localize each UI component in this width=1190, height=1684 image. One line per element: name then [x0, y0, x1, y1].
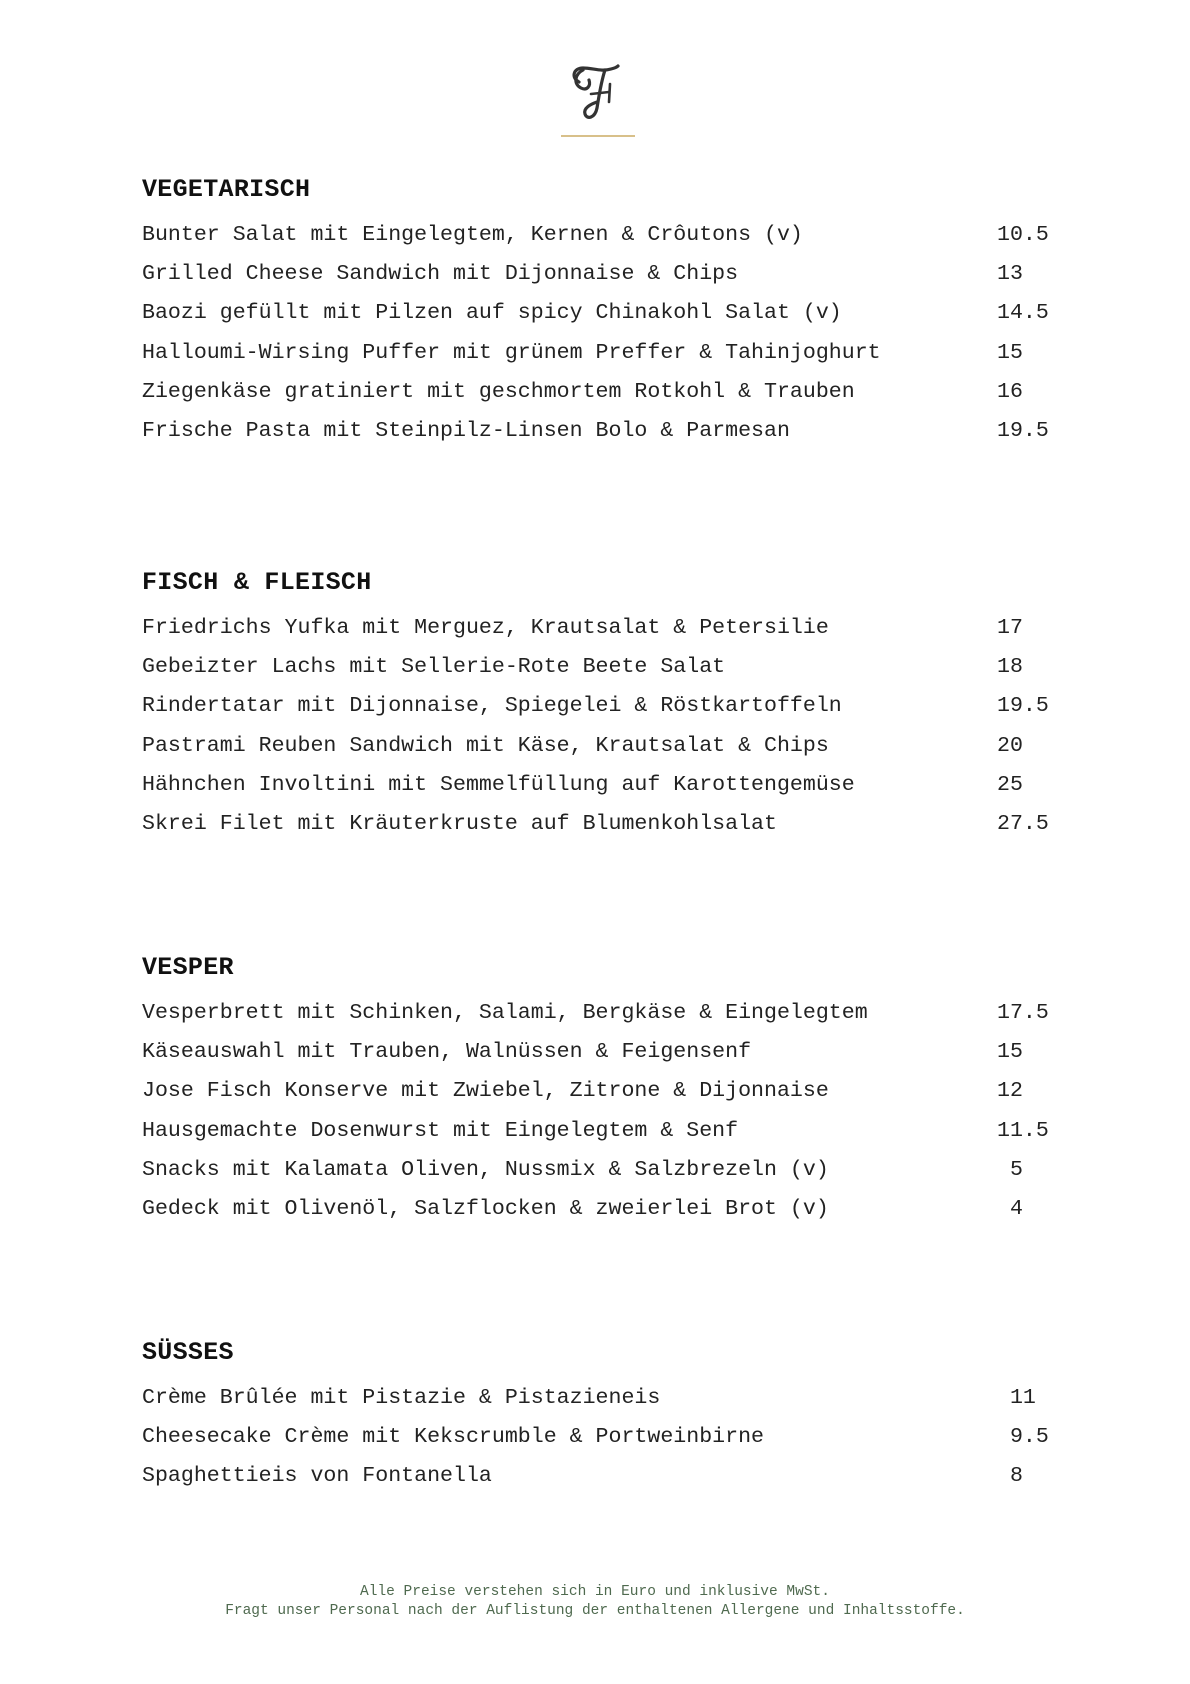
item-price: 17: [997, 616, 1023, 640]
menu-item: [142, 216, 1062, 255]
item-price: 5: [997, 1157, 1023, 1182]
menu-item: [142, 805, 1062, 844]
item-price: 8: [997, 1464, 1023, 1489]
item-price: 11.5: [997, 1118, 1049, 1143]
menu-item: [142, 373, 1062, 412]
item-name: Gedeck mit Olivenöl, Salzflocken & zweierlei Brot (v): [142, 1196, 829, 1221]
footer-line-allergens: Fragt unser Personal nach der Auflistung der enthaltenen Allergene und Inhaltsstoffe.: [225, 1603, 965, 1619]
script-f-monogram-icon: [565, 60, 625, 126]
item-price: 9.5: [997, 1425, 1049, 1450]
menu-section-vesper: [142, 951, 1062, 1229]
item-price: 15: [997, 1040, 1023, 1065]
section-title: SÜSSES: [142, 1338, 234, 1367]
item-price: 16: [997, 379, 1023, 404]
item-price: 12: [997, 1079, 1023, 1104]
menu-item: [142, 1151, 1062, 1190]
menu-item: [142, 1033, 1062, 1072]
item-price: 17.5: [997, 1001, 1049, 1025]
item-price: 10.5: [997, 223, 1049, 247]
section-title: VESPER: [142, 953, 234, 982]
menu-item: [142, 609, 1062, 648]
section-title: VEGETARISCH: [142, 175, 311, 204]
menu-item: [142, 1418, 1062, 1457]
logo: [0, 60, 1190, 130]
item-name: Frische Pasta mit Steinpilz-Linsen Bolo & Parmesan: [142, 418, 790, 443]
item-price: 19.5: [997, 418, 1049, 443]
item-price: 20: [997, 733, 1023, 758]
item-price: 18: [997, 655, 1023, 680]
footer-note: [0, 1583, 1190, 1621]
menu-item: [142, 255, 1062, 294]
menu-item: [142, 334, 1062, 373]
item-price: 27.5: [997, 811, 1049, 836]
item-name: Pastrami Reuben Sandwich mit Käse, Krautsalat & Chips: [142, 733, 829, 758]
item-price: 19.5: [997, 694, 1049, 719]
menu-item: [142, 994, 1062, 1033]
footer-line-prices: Alle Preise verstehen sich in Euro und inklusive MwSt.: [360, 1584, 830, 1600]
item-name: Hausgemachte Dosenwurst mit Eingelegtem & Senf: [142, 1118, 739, 1143]
item-price: 25: [997, 772, 1023, 797]
menu-section-vegetarisch: [142, 173, 1062, 451]
section-title: FISCH & FLEISCH: [142, 568, 372, 597]
menu-item: [142, 727, 1062, 766]
item-name: Jose Fisch Konserve mit Zwiebel, Zitrone & Dijonnaise: [142, 1079, 829, 1104]
menu-item: [142, 1379, 1062, 1418]
menu-item: [142, 412, 1062, 451]
menu-item: [142, 687, 1062, 726]
item-name: Bunter Salat mit Eingelegtem, Kernen & Crôutons (v): [142, 223, 803, 247]
item-name: Ziegenkäse gratiniert mit geschmortem Rotkohl & Trauben: [142, 379, 855, 404]
item-name: Rindertatar mit Dijonnaise, Spiegelei & Röstkartoffeln: [142, 694, 842, 719]
logo-divider: [561, 135, 635, 137]
item-name: Hähnchen Involtini mit Semmelfüllung auf Karottengemüse: [142, 772, 855, 797]
menu-item: [142, 294, 1062, 333]
item-name: Skrei Filet mit Kräuterkruste auf Blumenkohlsalat: [142, 811, 777, 836]
item-price: 11: [997, 1386, 1036, 1410]
item-name: Vesperbrett mit Schinken, Salami, Bergkäse & Eingelegtem: [142, 1001, 868, 1025]
item-name: Halloumi-Wirsing Puffer mit grünem Preffer & Tahinjoghurt: [142, 340, 881, 365]
item-price: 15: [997, 340, 1023, 365]
item-name: Gebeizter Lachs mit Sellerie-Rote Beete Salat: [142, 655, 726, 680]
item-price: 14.5: [997, 301, 1049, 326]
menu-item: [142, 766, 1062, 805]
menu-section-suesses: [142, 1336, 1062, 1497]
menu-item: [142, 1112, 1062, 1151]
item-name: Snacks mit Kalamata Oliven, Nussmix & Salzbrezeln (v): [142, 1157, 829, 1182]
item-name: Käseauswahl mit Trauben, Walnüssen & Feigensenf: [142, 1040, 752, 1065]
menu-item: [142, 1072, 1062, 1111]
item-name: Grilled Cheese Sandwich mit Dijonnaise & Chips: [142, 262, 739, 287]
item-name: Cheesecake Crème mit Kekscrumble & Portweinbirne: [142, 1425, 765, 1450]
menu-item: [142, 648, 1062, 687]
menu-section-fisch-fleisch: [142, 566, 1062, 844]
item-price: 13: [997, 262, 1023, 287]
menu-item: [142, 1190, 1062, 1229]
item-price: 4: [997, 1196, 1023, 1221]
item-name: Baozi gefüllt mit Pilzen auf spicy Chinakohl Salat (v): [142, 301, 842, 326]
item-name: Spaghettieis von Fontanella: [142, 1464, 492, 1489]
menu-item: [142, 1457, 1062, 1496]
item-name: Friedrichs Yufka mit Merguez, Krautsalat & Petersilie: [142, 616, 829, 640]
item-name: Crème Brûlée mit Pistazie & Pistazieneis: [142, 1386, 661, 1410]
